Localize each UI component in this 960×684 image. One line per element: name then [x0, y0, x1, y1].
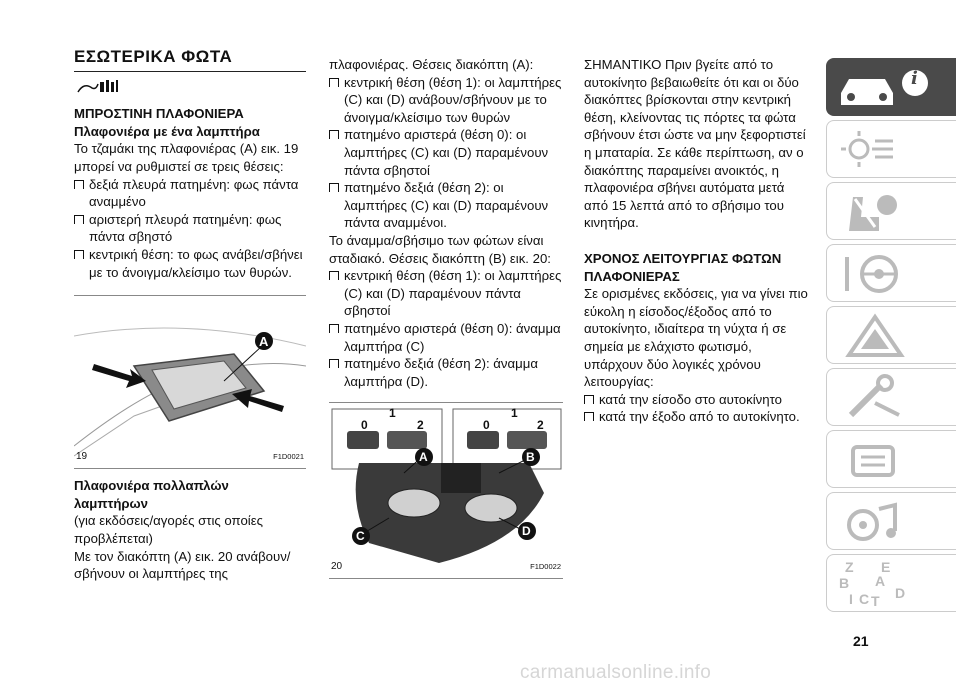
figure-20: [329, 402, 563, 579]
list-item: πατημένο δεξιά (θέση 2): οι λαμπτήρες (C) και (D) παραμένουν πάντα αναμμένοι.: [329, 179, 563, 232]
figure-code: F1D0022: [530, 561, 561, 571]
bullet-box-icon: [329, 183, 339, 192]
figure-19: [74, 295, 306, 469]
list-item: πατημένο αριστερά (θέση 0): οι λαμπτήρες (C) και (D) παραμένουν πάντα σβηστοί: [329, 126, 563, 179]
list-item: κεντρική θέση: το φως ανάβει/σβήνει με το άνοιγμα/κλείσιμο των θυρών.: [74, 246, 306, 281]
tab-car-info[interactable]: [826, 58, 956, 116]
figure-position-0: 0: [483, 418, 490, 433]
column-3: [584, 56, 812, 426]
paragraph: πλαφονιέρας. Θέσεις διακόπτη (A):: [329, 57, 534, 72]
list-item: πατημένο δεξιά (θέση 2): άναμμα λαμπτήρα (D).: [329, 355, 563, 390]
multimedia-icon: [835, 497, 915, 547]
figure-position-2: 2: [537, 418, 544, 433]
bullet-box-icon: [329, 271, 339, 280]
specifications-icon: [835, 435, 915, 485]
tab-dashboard-lights[interactable]: [826, 120, 956, 178]
interior-light-symbol-icon: [76, 78, 306, 100]
list-item: δεξιά πλευρά πατημένη: φως πάντα αναμμένο: [74, 176, 306, 211]
subhead-timing: ΧΡΟΝΟΣ ΛΕΙΤΟΥΡΓΙΑΣ ΦΩΤΩΝ ΠΛΑΦΟΝΙΕΡΑΣ: [584, 250, 782, 284]
tab-multimedia[interactable]: [826, 492, 956, 550]
list-item: κατά την είσοδο στο αυτοκίνητο: [584, 391, 812, 409]
bullet-box-icon: [74, 180, 84, 189]
bullet-box-icon: [329, 359, 339, 368]
intro-paragraph: Το τζαμάκι της πλαφονιέρας (A) εικ. 19 μπορεί να ρυθμιστεί σε τρεις θέσεις:: [74, 141, 299, 174]
subhead-multi-lamp: Πλαφονιέρα πολλαπλών λαμπτήρων: [74, 478, 229, 511]
chapter-tabs: [826, 58, 956, 616]
paragraph: Το άναμμα/σβήσιμο των φώτων είναι σταδιακό. Θέσεις διακόπτη (B) εικ. 20:: [329, 232, 551, 266]
watermark[interactable]: carmanualsonline.info: [520, 662, 712, 683]
bullet-box-icon: [74, 215, 84, 224]
figure-position-1: 1: [511, 406, 518, 421]
list-item: πατημένο αριστερά (θέση 0): άναμμα λαμπτήρα (C): [329, 320, 563, 355]
tab-starting-driving[interactable]: [826, 244, 956, 302]
title-rule: [74, 71, 306, 72]
bullet-box-icon: [74, 250, 84, 259]
maintenance-wrench-icon: [835, 373, 915, 423]
bullet-box-icon: [584, 395, 594, 404]
section-title: ΕΣΩΤΕΡΙΚΑ ΦΩΤΑ: [74, 47, 233, 66]
tab-specifications[interactable]: [826, 430, 956, 488]
list-item: αριστερή πλευρά πατημένη: φως πάντα σβηστό: [74, 211, 306, 246]
list-item: κεντρική θέση (θέση 1): οι λαμπτήρες (C) και (D) ανάβουν/σβήνουν με το άνοιγμα/κλείσιμο των θυρών: [329, 74, 563, 127]
bullet-box-icon: [329, 324, 339, 333]
figure-label-a: A: [419, 450, 428, 465]
paragraph: (για εκδόσεις/αγορές στις οποίες προβλέπεται): [74, 513, 263, 546]
figure-label-a: A: [259, 334, 269, 350]
steering-wheel-icon: [835, 249, 915, 299]
list-item: κεντρική θέση (θέση 1): οι λαμπτήρες (C) και (D) παραμένουν πάντα σβηστοί: [329, 267, 563, 320]
figure-position-0: 0: [361, 418, 368, 433]
dashboard-lights-icon: [835, 125, 915, 175]
column-1: [74, 48, 306, 583]
list-item: κατά την έξοδο από το αυτοκίνητο.: [584, 408, 812, 426]
alphabetical-index-icon: Z E B A I C T D: [839, 559, 906, 609]
tab-maintenance[interactable]: [826, 368, 956, 426]
seat-safety-icon: [835, 187, 915, 237]
figure-label-b: B: [526, 450, 535, 465]
figure-label-d: D: [522, 524, 531, 539]
important-notice: ΣΗΜΑΝΤΙΚΟ Πριν βγείτε από το αυτοκίνητο βεβαιωθείτε ότι και οι δύο διακόπτες βρίσκονται στην κεντρική θέση, κλείνοντας τις πόρτες τα φώτα σβήνουν έτσι ώστε να μην ξεφορτιστεί η μπαταρία. Σε κάθε περίπτωση, αν ο διακόπτης παραμείνει ανοικτός, η πλαφονιέρα σβήνει αυτόματα μετά από 15 λεπτά από το σβήσιμο του κινητήρα.: [584, 57, 806, 231]
bullet-box-icon: [329, 78, 339, 87]
figure-number: 20: [331, 560, 343, 572]
paragraph: Με τον διακόπτη (A) εικ. 20 ανάβουν/σβήνουν οι λαμπτήρες της: [74, 548, 291, 582]
figure-position-1: 1: [389, 406, 396, 421]
page-number: 21: [853, 633, 869, 649]
tab-index[interactable]: [826, 554, 956, 612]
subhead-single-lamp: Πλαφονιέρα με ένα λαμπτήρα: [74, 123, 260, 139]
paragraph: Σε ορισμένες εκδόσεις, για να γίνει πιο εύκολη η είσοδος/έξοδος από το αυτοκίνητο, ιδιαίτερα τη νύχτα ή σε σημεία με ελάχιστο φωτισμό, υπάρχουν δύο λογικές χρόνου λειτουργίας:: [584, 286, 808, 390]
tab-seat-safety[interactable]: [826, 182, 956, 240]
tab-emergency[interactable]: [826, 306, 956, 364]
figure-number: 19: [76, 450, 88, 462]
column-2: [329, 56, 563, 579]
subhead-front-ceiling-light: ΜΠΡΟΣΤΙΝΗ ΠΛΑΦΟΝΙΕΡΑ: [74, 106, 244, 122]
figure-code: F1D0021: [273, 451, 304, 461]
bullet-box-icon: [584, 412, 594, 421]
bullet-box-icon: [329, 130, 339, 139]
car-info-icon: [835, 63, 945, 113]
info-glyph: i: [911, 68, 918, 89]
figure-19-illustration: [74, 296, 306, 468]
warning-triangle-icon: [835, 311, 915, 361]
figure-position-2: 2: [417, 418, 424, 433]
figure-label-c: C: [356, 529, 365, 544]
